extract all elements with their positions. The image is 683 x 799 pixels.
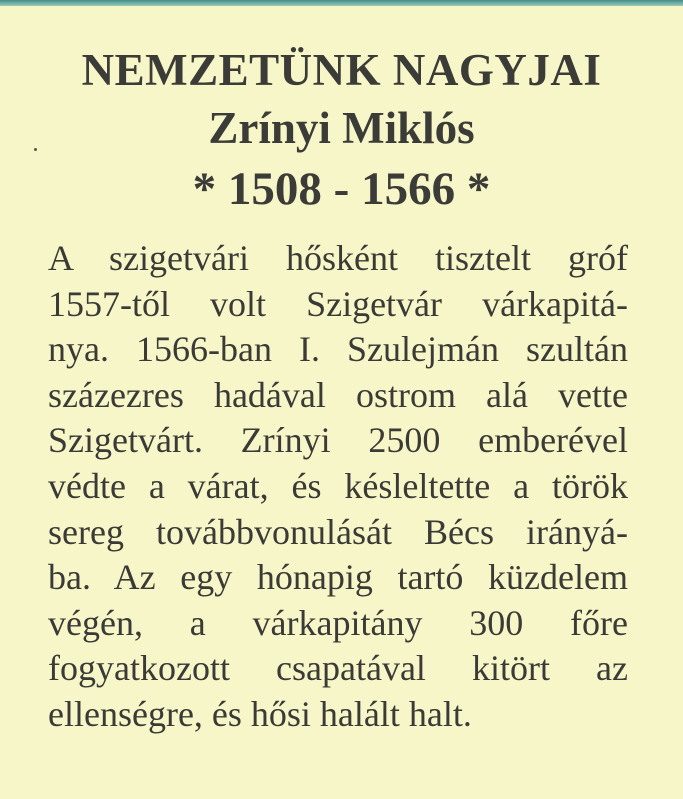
series-title: NEMZETÜNK NAGYJAI xyxy=(81,45,602,95)
life-dates: * 1508 - 1566 * xyxy=(192,163,491,215)
biography-line: nya. 1566-ban I. Szulejmán szultán xyxy=(48,329,628,370)
biography-line: 1557-től volt Szigetvár várkapitá- xyxy=(48,283,628,324)
biography-line: Szigetvárt. Zrínyi 2500 emberével xyxy=(48,420,628,461)
biography-line: ellenségre, és hősi halált halt. xyxy=(48,693,472,734)
biography-line: ba. Az egy hónapig tartó küzdelem xyxy=(48,557,628,598)
biography-line: százezres hadával ostrom alá vette xyxy=(48,374,628,415)
biography-line: védte a várat, és késleltette a török xyxy=(48,465,628,506)
biography-line: sereg továbbvonulását Bécs irányá- xyxy=(48,511,628,552)
biography-text xyxy=(48,236,628,738)
person-name: Zrínyi Miklós xyxy=(208,103,475,153)
biography-line: A szigetvári hősként tisztelt gróf xyxy=(48,238,628,278)
biography-line: végén, a várkapitány 300 főre xyxy=(48,602,628,643)
biography-line: fogyatkozott csapatával kitört az xyxy=(48,648,628,689)
